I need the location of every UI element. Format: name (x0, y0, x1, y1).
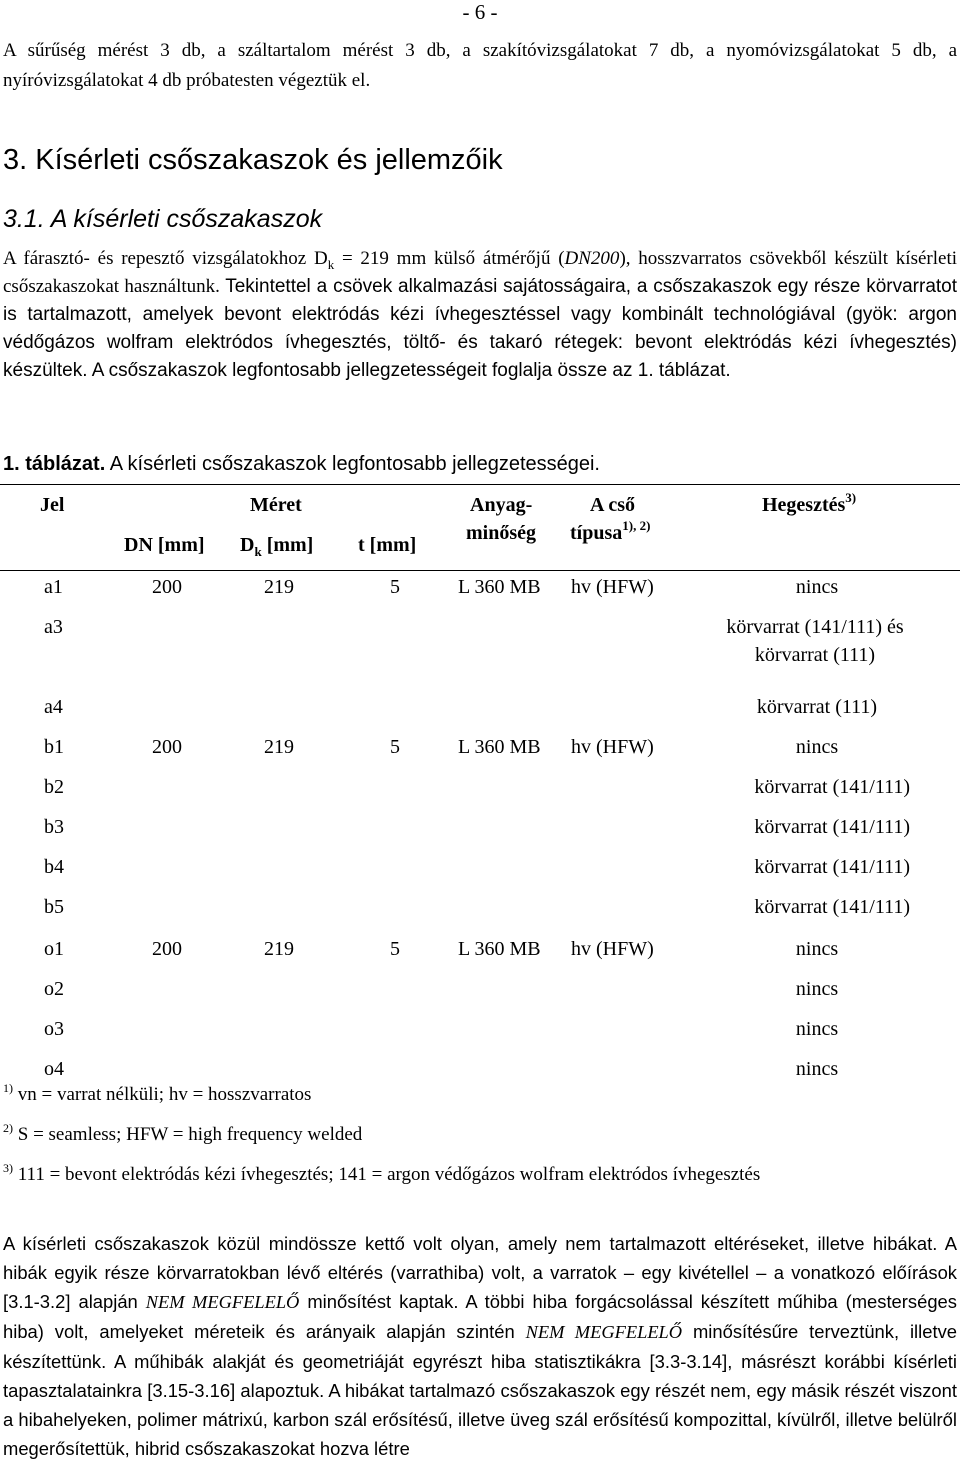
cell-jel: b2 (44, 776, 64, 798)
header-dn: DN [mm] (124, 534, 205, 556)
header-hegesztes-sup: 3) (845, 490, 857, 506)
defects-paragraph (3, 1229, 957, 1463)
footnote-text: S = seamless; HFW = high frequency welded (13, 1124, 363, 1145)
cell-hegesztes: körvarrat (141/111) és (726, 616, 904, 638)
dk-subscript: k (327, 256, 335, 272)
cell-jel: o3 (44, 1018, 64, 1040)
cell-hegesztes: nincs (795, 1018, 839, 1040)
header-dk (240, 532, 313, 558)
footnote (3, 1082, 311, 1108)
cell-jel: b4 (44, 856, 64, 878)
cell-jel: a4 (44, 696, 63, 718)
cell-dk: 219 (264, 576, 294, 598)
footnote (3, 1122, 362, 1148)
para3-text-c: minősítésűre terveztünk, illetve készítettünk. A műhibák alakját és geometriáját egyrészt hiba statisztikákra [3.3-3.14], másrészt korábbi kísérleti tapasztalatainkra [3.15-3.16] alapoztuk. A hibákat tartalmazó csőszakaszok egy részét nem, egy másik részét viszont a hibahelyeken, polimer mátrixú, karbon szál erősítésű, illetve üveg szál erősítésű kompozittal, kívülről, illetve belülről megerősítettük, hibrid csőszakaszokat hozva létre (3, 1321, 957, 1459)
table-top-rule (0, 484, 960, 485)
header-t: t [mm] (358, 534, 417, 556)
table-caption-text: A kísérleti csőszakaszok legfontosabb jellegzetességei. (105, 453, 600, 475)
footnote-text: 111 = bevont elektródás kézi ívhegesztés; 141 = argon védőgázos wolfram elektródos ívhegesztés (13, 1164, 761, 1185)
cell-hegesztes: nincs (795, 978, 839, 1000)
cell-dn: 200 (152, 938, 182, 960)
cell-anyag: L 360 MB (458, 938, 541, 960)
para3-emphasis-2: NEM MEGFELELŐ (525, 1322, 683, 1342)
cell-anyag: L 360 MB (458, 736, 541, 758)
header-meret: Méret (250, 494, 302, 516)
cell-t: 5 (390, 736, 400, 758)
para3-text-a: A kísérleti csőszakaszok közül mindössze kettő volt olyan, amely nem tartalmazott eltéréseket, illetve hibákat. A hibák egyik része körvarratokban lévő eltérés (varrathiba) volt, a varratok – egy kivétellel – a vonatkozó előírások [3.1-3.2] alapján (3, 1233, 957, 1312)
header-hegesztes-text: Hegesztés (762, 494, 846, 516)
cell-jel: o2 (44, 978, 64, 1000)
cell-tipus: hv (HFW) (571, 736, 654, 758)
header-jel: Jel (40, 494, 65, 516)
header-dk-unit: [mm] (261, 534, 314, 556)
para2-text-c: ), hosszvarratos csövekből készült kísérleti csőszakaszokat használtunk. (3, 248, 957, 297)
header-cso-sup: 1), 2) (622, 518, 651, 534)
subsection-heading: 3.1. A kísérleti csőszakaszok (3, 205, 323, 233)
cell-dn: 200 (152, 736, 182, 758)
dn-designation: DN200 (564, 248, 620, 269)
header-cso-2 (570, 520, 650, 546)
cell-hegesztes: nincs (795, 938, 839, 960)
header-anyag-2: minőség (466, 522, 536, 544)
cell-t: 5 (390, 576, 400, 598)
cell-hegesztes: körvarrat (141/111) (754, 776, 910, 798)
header-dk-sub: k (254, 544, 262, 559)
cell-hegesztes: körvarrat (111) (756, 696, 878, 718)
cell-hegesztes: körvarrat (141/111) (754, 856, 910, 878)
table-caption-label: 1. táblázat. (3, 453, 106, 475)
cell-hegesztes: körvarrat (141/111) (754, 816, 910, 838)
footnote (3, 1162, 760, 1188)
cell-dn: 200 (152, 576, 182, 598)
cell-hegesztes: nincs (795, 1058, 839, 1080)
para2-text-b: = 219 mm külső átmérőjű ( (334, 248, 565, 269)
header-anyag-1: Anyag- (470, 494, 533, 516)
cell-jel: b5 (44, 896, 64, 918)
table-caption (3, 450, 600, 478)
para2-text-a: A fárasztó- és repesztő vizsgálatokhoz D (3, 248, 328, 269)
cell-hegesztes: nincs (795, 736, 839, 758)
cell-jel: a1 (44, 576, 63, 598)
cell-hegesztes: nincs (795, 576, 839, 598)
header-dk-main: D (240, 534, 255, 556)
cell-dk: 219 (264, 736, 294, 758)
cell-jel: o1 (44, 938, 64, 960)
cell-jel: b3 (44, 816, 64, 838)
para2-text-d: Tekintettel a csövek alkalmazási sajátosságaira, a csőszakaszok egy része körvarratot is tartalmazott, amelyek bevont elektródás kézi ívhegesztéssel vagy kombinált technológiával (gyök: argon védőgázos wolfram elektródos ívhegesztés, töltő- és takaró rétegek: bevont elektródás kézi ívhegesztés) készültek. A csőszakaszok legfontosabb jellegzetességeit foglalja össze az 1. táblázat. (3, 276, 958, 381)
header-hegesztes (762, 492, 856, 518)
footnote-mark: 3) (3, 1160, 13, 1175)
cell-jel: b1 (44, 736, 64, 758)
cell-tipus: hv (HFW) (571, 576, 654, 598)
intro-paragraph: A sűrűség mérést 3 db, a száltartalom mérést 3 db, a szakítóvizsgálatokat 7 db, a nyomóvizsgálatokat 5 db, a nyíróvizsgálatokat 4 db próbatesten végeztük el. (3, 40, 957, 91)
cell-tipus: hv (HFW) (571, 938, 654, 960)
cell-dk: 219 (264, 938, 294, 960)
pipe-sections-paragraph (3, 245, 957, 385)
cell-hegesztes: körvarrat (141/111) (754, 896, 910, 918)
cell-jel: a3 (44, 616, 63, 638)
cell-jel: o4 (44, 1058, 64, 1080)
header-cso-1: A cső (590, 494, 635, 516)
header-cso-2-text: típusa (570, 522, 623, 544)
cell-anyag: L 360 MB (458, 576, 541, 598)
section-heading: 3. Kísérleti csőszakaszok és jellemzőik (3, 144, 503, 176)
footnote-mark: 2) (3, 1120, 13, 1135)
pipe-sections-table (0, 484, 960, 1084)
cell-t: 5 (390, 938, 400, 960)
footnote-text: vn = varrat nélküli; hv = hosszvarratos (13, 1084, 312, 1105)
para3-emphasis-1: NEM MEGFELELŐ (145, 1292, 300, 1312)
footnote-mark: 1) (3, 1080, 13, 1095)
cell-hegesztes-line2: körvarrat (111) (754, 644, 876, 666)
table-header-rule (0, 570, 960, 571)
page-number: - 6 - (462, 0, 498, 24)
para3-text-b: minősítést kaptak. A többi hiba forgácsolással készített műhiba (mesterséges hiba) volt, amelyeket méreteik és arányaik alapján szintén (3, 1291, 957, 1342)
